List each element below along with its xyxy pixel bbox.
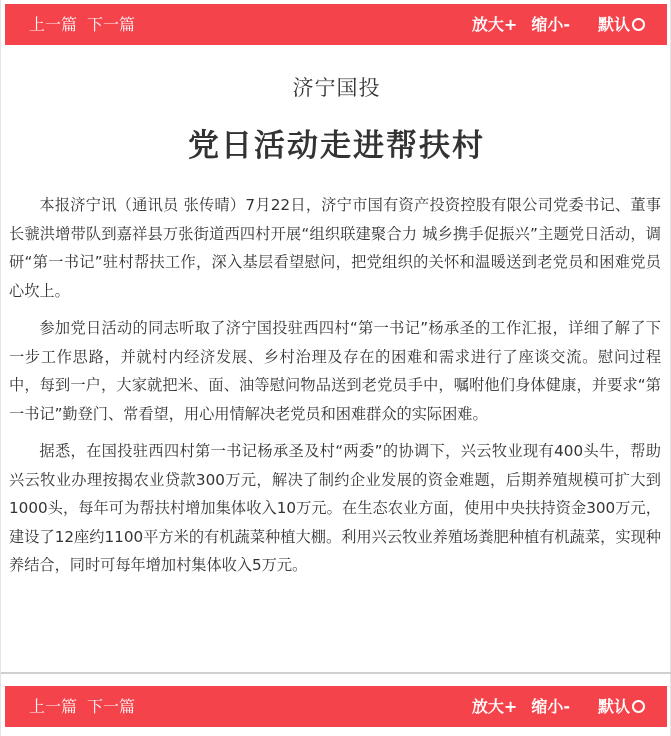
article-nav xyxy=(29,686,145,727)
zoom-out-button[interactable]: 缩小- xyxy=(531,697,570,716)
reset-circle-icon xyxy=(632,18,645,31)
bottom-toolbar xyxy=(5,686,667,727)
reset-size-label: 默认 xyxy=(597,15,630,34)
article-nav xyxy=(29,4,145,45)
article-paragraph: 据悉，在国投驻西四村第一书记杨承圣及村“两委”的协调下，兴云牧业现有400头牛，帮助兴云牧业办理按揭农业贷款300万元，解决了制约企业发展的资金难题，后期养殖规模可扩大到1000头，每年可为帮扶村增加集体收入10万元。在生态农业方面，使用中央扶持资金300万元，建设了12座约1100平方米的有机蔬菜种植大棚。利用兴云牧业养殖场粪肥种植有机蔬菜，实现种养结合，同时可每年增加村集体收入5万元。 xyxy=(9,442,661,574)
prev-article-link[interactable]: 上一篇 xyxy=(29,697,78,716)
zoom-out-button[interactable]: 缩小- xyxy=(531,15,570,34)
top-toolbar xyxy=(5,4,667,45)
content-divider xyxy=(1,672,671,674)
reset-size-button[interactable] xyxy=(584,15,645,34)
zoom-in-button[interactable]: 放大+ xyxy=(471,697,518,716)
prev-article-link[interactable]: 上一篇 xyxy=(29,15,78,34)
article-body xyxy=(9,191,661,589)
font-size-controls xyxy=(458,4,645,45)
article-paragraph: 参加党日活动的同志听取了济宁国投驻西四村“第一书记”杨承圣的工作汇报，详细了解了下一步工作思路，并就村内经济发展、乡村治理及存在的困难和需求进行了座谈交流。慰问过程中，每到一户，大家就把米、面、油等慰问物品送到老党员手中，嘱咐他们身体健康，并要求“第一书记”勤登门、常看望，用心用情解决老党员和困难群众的实际困难。 xyxy=(9,319,661,423)
next-article-link[interactable]: 下一篇 xyxy=(87,697,136,716)
article-source: 济宁国投 xyxy=(292,76,381,100)
next-article-link[interactable]: 下一篇 xyxy=(87,15,136,34)
font-size-controls xyxy=(458,686,645,727)
reset-size-label: 默认 xyxy=(597,697,630,716)
reset-size-button[interactable] xyxy=(584,697,645,716)
article-title: 党日活动走进帮扶村 xyxy=(188,128,485,164)
article-paragraph: 本报济宁讯（通讯员 张传晴）7月22日，济宁市国有资产投资控股有限公司党委书记、董事长虢洪增带队到嘉祥县万张街道西四村开展“组织联建聚合力 城乡携手促振兴”主题党日活动，调研“第一书记”驻村帮扶工作，深入基层看望慰问，把党组织的关怀和温暖送到老党员和困难党员心坎上。 xyxy=(9,196,661,300)
zoom-in-button[interactable]: 放大+ xyxy=(471,15,518,34)
reset-circle-icon xyxy=(632,700,645,713)
